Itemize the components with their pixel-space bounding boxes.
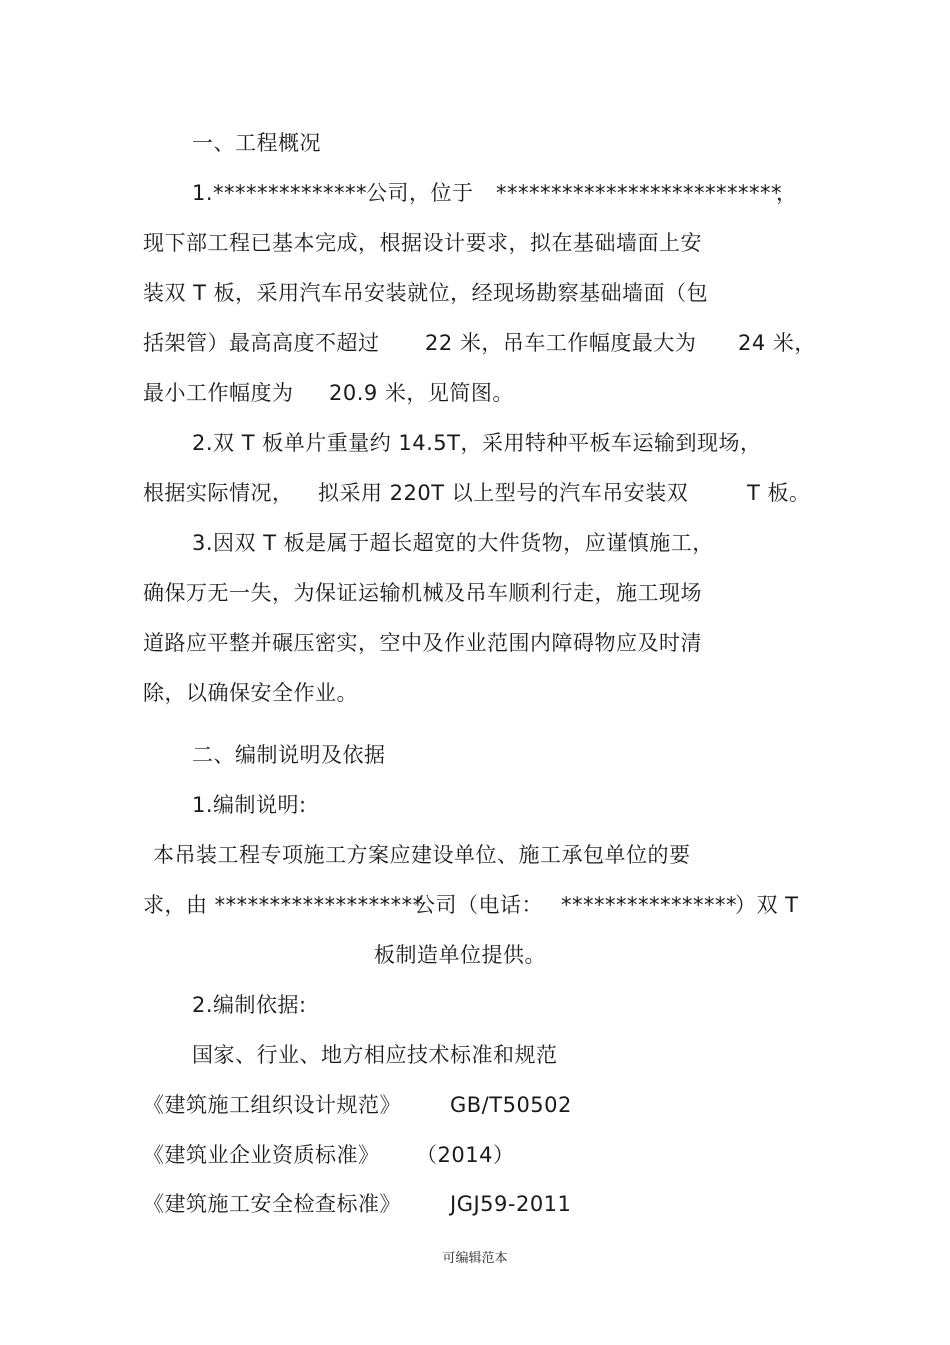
standard-code: JGJ59-2011 — [450, 1192, 572, 1216]
text-segment: 最小工作幅度为 — [143, 381, 294, 405]
company-mask: 求，由 ******************* — [143, 893, 424, 917]
text-segment: 20.9 米，见简图。 — [329, 381, 514, 405]
standard-name: 《建筑业企业资质标准》 — [143, 1143, 380, 1167]
standard-name: 《建筑施工安全检查标准》 — [143, 1192, 401, 1216]
location-mask: ************************** — [496, 181, 782, 205]
text-segment: ）双 T — [735, 893, 799, 917]
paragraph-3-line-4: 除，以确保安全作业。 — [143, 681, 358, 705]
company-mask: 1.************** — [192, 181, 368, 205]
text-segment: 24 米， — [738, 331, 816, 355]
phone-mask: **************** — [561, 893, 737, 917]
paragraph-1-line-3: 装双 T 板，采用汽车吊安装就位，经现场勘察基础墙面（包 — [143, 281, 709, 305]
subheading-compilation-basis: 2.编制依据: — [192, 993, 307, 1017]
text-segment: T 板。 — [747, 481, 811, 505]
paragraph-2-line-1: 2.双 T 板单片重量约 14.5T，采用特种平板车运输到现场， — [192, 431, 762, 455]
page-footer: 可编辑范本 — [442, 1251, 508, 1266]
subheading-compilation-notes: 1.编制说明: — [192, 793, 307, 817]
standard-name: 《建筑施工组织设计规范》 — [143, 1093, 401, 1117]
text-segment: 根据实际情况， — [143, 481, 294, 505]
basis-intro: 国家、行业、地方相应技术标准和规范 — [192, 1043, 558, 1067]
paragraph-1-line-2: 现下部工程已基本完成，根据设计要求，拟在基础墙面上安 — [143, 231, 702, 255]
paragraph-3-line-2: 确保万无一失，为保证运输机械及吊车顺利行走，施工现场 — [143, 581, 702, 605]
section-heading-compilation: 二、编制说明及依据 — [192, 743, 386, 767]
paragraph-3-line-3: 道路应平整并碾压密实，空中及作业范围内障碍物应及时清 — [143, 631, 702, 655]
description-line-3: 板制造单位提供。 — [374, 943, 546, 967]
standard-code: GB/T50502 — [450, 1093, 572, 1117]
text-segment: 公司，位于 — [366, 181, 474, 205]
paragraph-3-line-1: 3.因双 T 板是属于超长超宽的大件货物，应谨慎施工， — [192, 531, 714, 555]
text-segment: 公司（电话： — [414, 893, 543, 917]
section-heading-overview: 一、工程概况 — [192, 131, 321, 155]
text-segment: ， — [776, 181, 798, 205]
text-segment: 22 米，吊车工作幅度最大为 — [425, 331, 697, 355]
standard-code: （2014） — [416, 1143, 515, 1167]
description-line-1: 本吊装工程专项施工方案应建设单位、施工承包单位的要 — [153, 843, 691, 867]
text-segment: 括架管）最高高度不超过 — [143, 331, 380, 355]
text-segment: 拟采用 220T 以上型号的汽车吊安装双 — [318, 481, 689, 505]
